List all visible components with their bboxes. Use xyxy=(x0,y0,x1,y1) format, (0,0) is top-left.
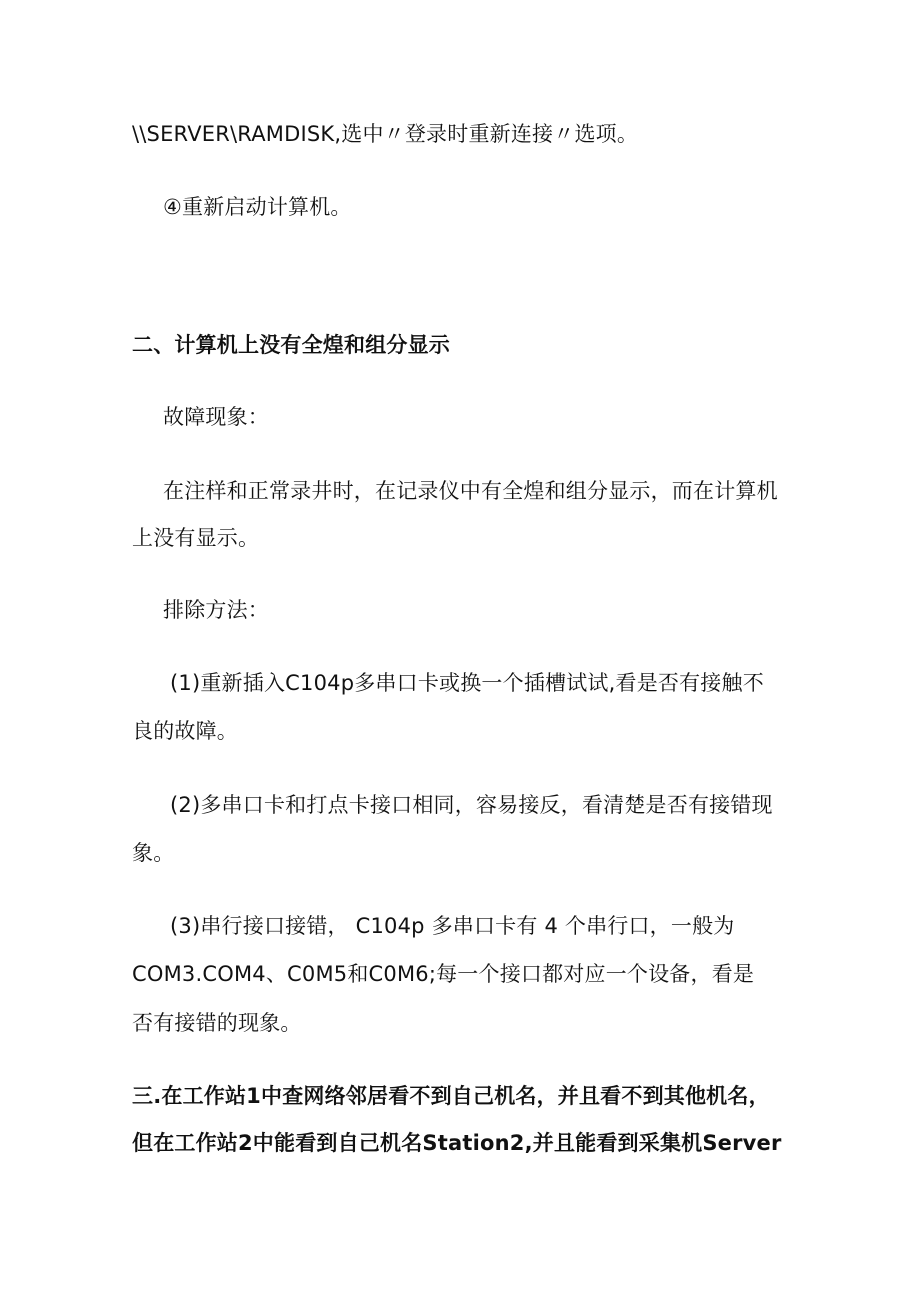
text-line-item3-b: COM3.COM4、C0M5和C0M6;每一个接口都对应一个设备，看是 xyxy=(132,962,755,986)
text-line-item3-c: 否有接错的现象。 xyxy=(132,1011,302,1035)
text-line-fault-1: 在注样和正常录井时，在记录仪中有全煌和组分显示，而在计算机 xyxy=(163,479,778,503)
text-line-item1-b: 良的故障。 xyxy=(132,719,238,743)
text-line-item1-a: (1)重新插入C104p多串口卡或换一个插槽试试,看是否有接触不 xyxy=(170,671,764,695)
section-heading-3-b: 但在工作站2中能看到自己机名Station2,并且能看到采集机Server xyxy=(132,1131,782,1155)
text-line-item2-a: (2)多串口卡和打点卡接口相同，容易接反，看清楚是否有接错现 xyxy=(170,793,773,817)
text-line-item2-b: 象。 xyxy=(132,841,175,865)
text-line-server-path: \\SERVER\RAMDISK,选中〃登录时重新连接〃选项。 xyxy=(132,122,639,146)
text-line-restart: ④重新启动计算机。 xyxy=(163,195,352,219)
text-line-fix-label: 排除方法： xyxy=(163,598,269,622)
text-line-fault-2: 上没有显示。 xyxy=(132,526,260,550)
text-line-fault-label: 故障现象： xyxy=(163,405,269,429)
text-line-item3-a: (3)串行接口接错， C104p 多串口卡有 4 个串行口，一般为 xyxy=(170,914,735,938)
section-heading-2: 二、计算机上没有全煌和组分显示 xyxy=(132,333,450,357)
section-heading-3-a: 三.在工作站1中查网络邻居看不到自己机名，并且看不到其他机名， xyxy=(132,1084,770,1108)
